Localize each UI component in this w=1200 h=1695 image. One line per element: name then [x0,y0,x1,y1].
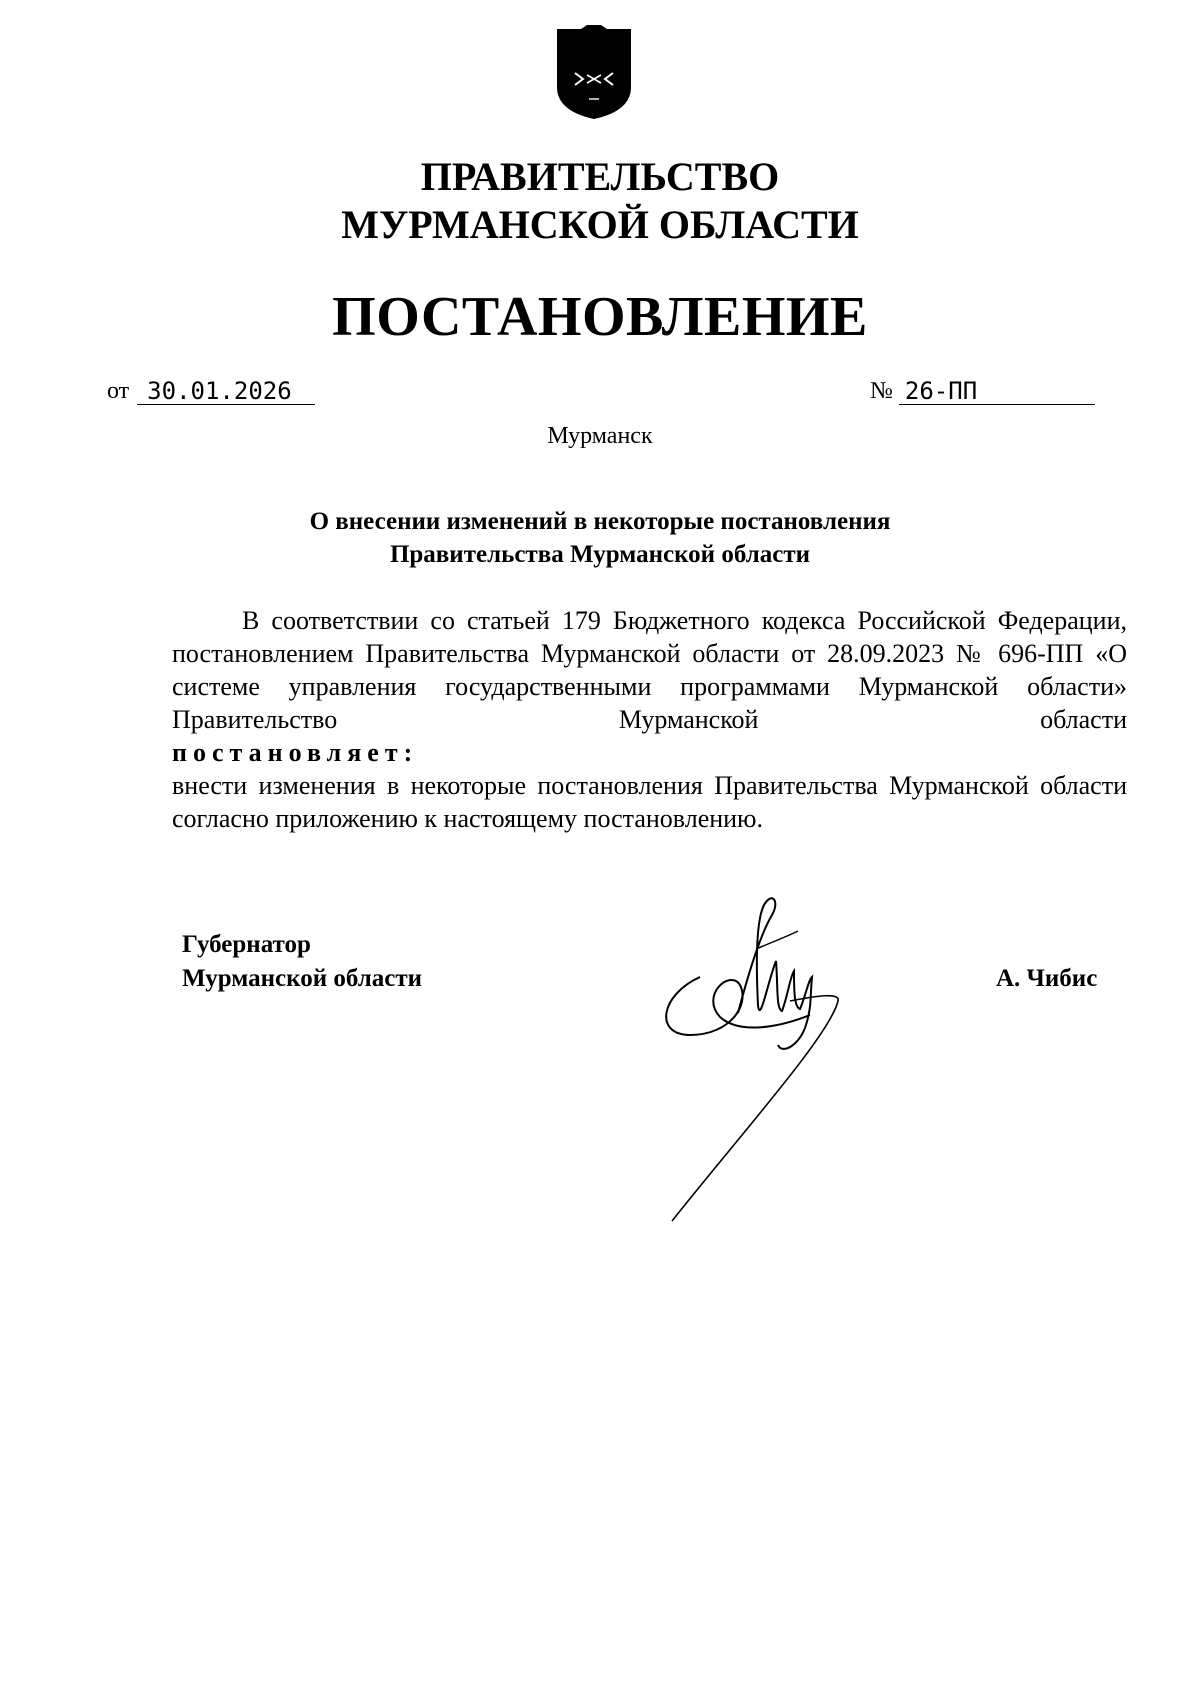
date-value: 30.01.2026 [137,378,315,405]
subject-line2: Правительства Мурманской области [389,541,811,568]
document-type: ПОСТАНОВЛЕНИЕ [332,286,868,348]
signer-title [182,928,422,996]
signer-title-line1: Губернатор [182,931,311,958]
city: Мурманск [547,423,653,449]
handwritten-signature [660,885,920,1225]
resolves-word: постановляет: [172,738,419,767]
body-paragraph-1: В соответствии со статьей 179 Бюджетного кодекса Российской Федерации, постановлением Правительства Мурманской области от 28.09.2023 № 696-ПП «О системе управления государственными программами Мурманской области» Правительство Мурманской области [172,606,1127,734]
government-name [0,153,1200,249]
coat-of-arms-icon [553,25,635,121]
body-paragraph-2-text: внести изменения в некоторые постановления Правительства Мурманской области согласно приложению к настоящему постановлению. [172,771,1127,833]
body-paragraph-2 [172,769,1127,835]
document-body [172,604,1127,835]
number-value: 26-ПП [899,378,1095,405]
government-name-line2: МУРМАНСКОЙ ОБЛАСТИ [341,202,859,247]
document-subject [0,505,1200,571]
number-label: № [870,378,893,404]
signer-name: А. Чибис [996,965,1098,992]
subject-line1: О внесении изменений в некоторые постановления [309,508,891,535]
document-date [107,378,315,405]
signer-title-line2: Мурманской области [182,965,423,992]
document-number [870,378,1095,405]
date-label: от [107,378,130,404]
government-name-line1: ПРАВИТЕЛЬСТВО [420,154,780,199]
